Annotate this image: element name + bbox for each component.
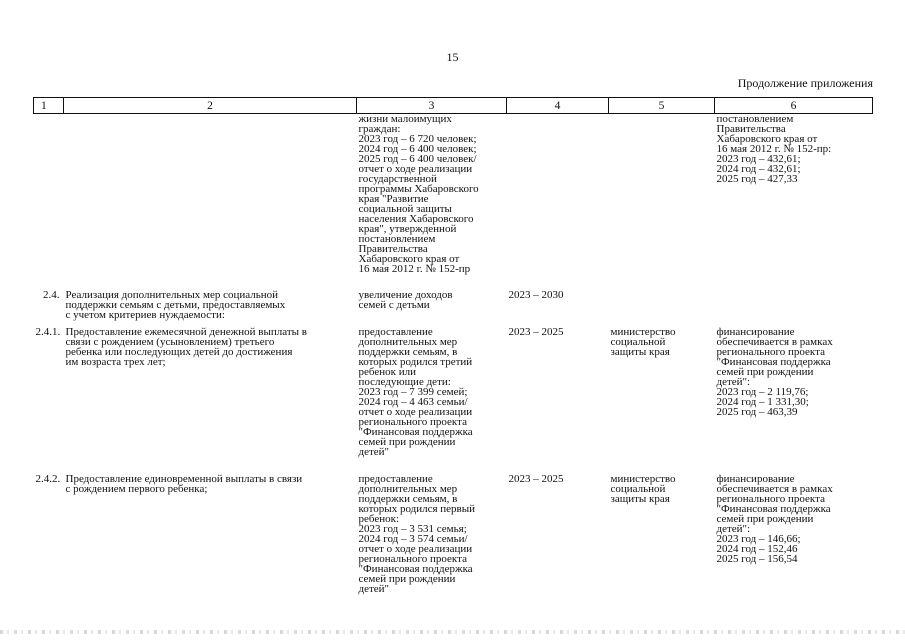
period-cell — [507, 114, 609, 291]
column-header: 2 — [64, 98, 357, 114]
activity-cell: Предоставление единовременной выплаты в связи с рождением первого ребенка; — [65, 473, 303, 495]
indicator-cell: увеличение доходов семей с детьми — [358, 289, 453, 311]
period-cell: 2023 – 2025 — [508, 473, 564, 485]
financing-cell: финансирование обеспечивается в рамках регионального проекта "Финансовая поддержка семей при рождении детей": 2023 год – 2 119,76; 2024 год – 1 331,30; 2025 год – 463,39 — [716, 326, 833, 418]
financing-cell: постановлением Правительства Хабаровского края от 16 мая 2012 г. № 152-пр: 2023 год – 432,61; 2024 год – 432,61; 2025 год – 427,33 — [716, 113, 832, 185]
financing-cell: финансирование обеспечивается в рамках регионального проекта "Финансовая поддержка семей при рождении детей": 2023 год – 146,66; 2024 год – 152,46 2025 год – 156,54 — [716, 473, 833, 565]
activity-cell — [64, 114, 357, 291]
column-header: 1 — [34, 98, 64, 114]
executor-cell: министерство социальной защиты края — [610, 473, 676, 505]
executor-cell — [609, 114, 715, 291]
item-number: 2.4. — [43, 289, 60, 301]
period-cell: 2023 – 2025 — [508, 326, 564, 338]
column-header: 3 — [357, 98, 507, 114]
activity-cell: Реализация дополнительных мер социальной поддержки семьям с детьми, предоставляемых с учетом критериев нуждаемости: — [65, 289, 286, 321]
table-header-row — [34, 98, 873, 114]
indicator-cell: предоставление дополнительных мер поддержки семьям, в которых родился первый ребенок: 2023 год – 3 531 семья; 2024 год – 3 574 семьи/ отчет о ходе реализации регионального проекта "Финансовая поддержка семей при рождении детей" — [358, 473, 476, 595]
item-number: 2.4.1. — [35, 326, 61, 338]
column-header: 6 — [715, 98, 873, 114]
item-number — [34, 114, 64, 291]
continuation-label: Продолжение приложения — [737, 76, 873, 90]
executor-cell — [609, 290, 715, 327]
executor-cell: министерство социальной защиты края — [610, 326, 676, 358]
column-header: 5 — [609, 98, 715, 114]
activity-cell: Предоставление ежемесячной денежной выплаты в связи с рождением (усыновлением) третьего ребенка или последующих детей до достижения им возраста трех лет; — [65, 326, 307, 368]
table-row — [34, 474, 873, 614]
item-number: 2.4.2. — [35, 473, 61, 485]
table-row — [34, 114, 873, 291]
table-row — [34, 290, 873, 327]
indicator-cell: жизни малоимущих граждан: 2023 год – 6 720 человек; 2024 год – 6 400 человек; 2025 год – 6 400 человек/ отчет о ходе реализации государственной программы Хабаровского края "Развитие социальной защиты населения Хабаровского края", утвержденной постановлением Правительства Хабаровского края от 16 мая 2012 г. № 152-пр — [358, 113, 479, 275]
financing-cell — [715, 290, 873, 327]
table-row — [34, 327, 873, 474]
page-number: 15 — [446, 50, 459, 64]
indicator-cell: предоставление дополнительных мер поддержки семьям, в которых родился третий ребенок или последующие дети: 2023 год – 7 399 семей; 2024 год – 4 463 семьи/ отчет о ходе реализации регионального проекта "Финансовая поддержка семей при рождении детей" — [358, 326, 473, 458]
column-header: 4 — [507, 98, 609, 114]
scan-noise — [0, 630, 905, 634]
period-cell: 2023 – 2030 — [508, 289, 564, 301]
appendix-table — [33, 97, 873, 614]
